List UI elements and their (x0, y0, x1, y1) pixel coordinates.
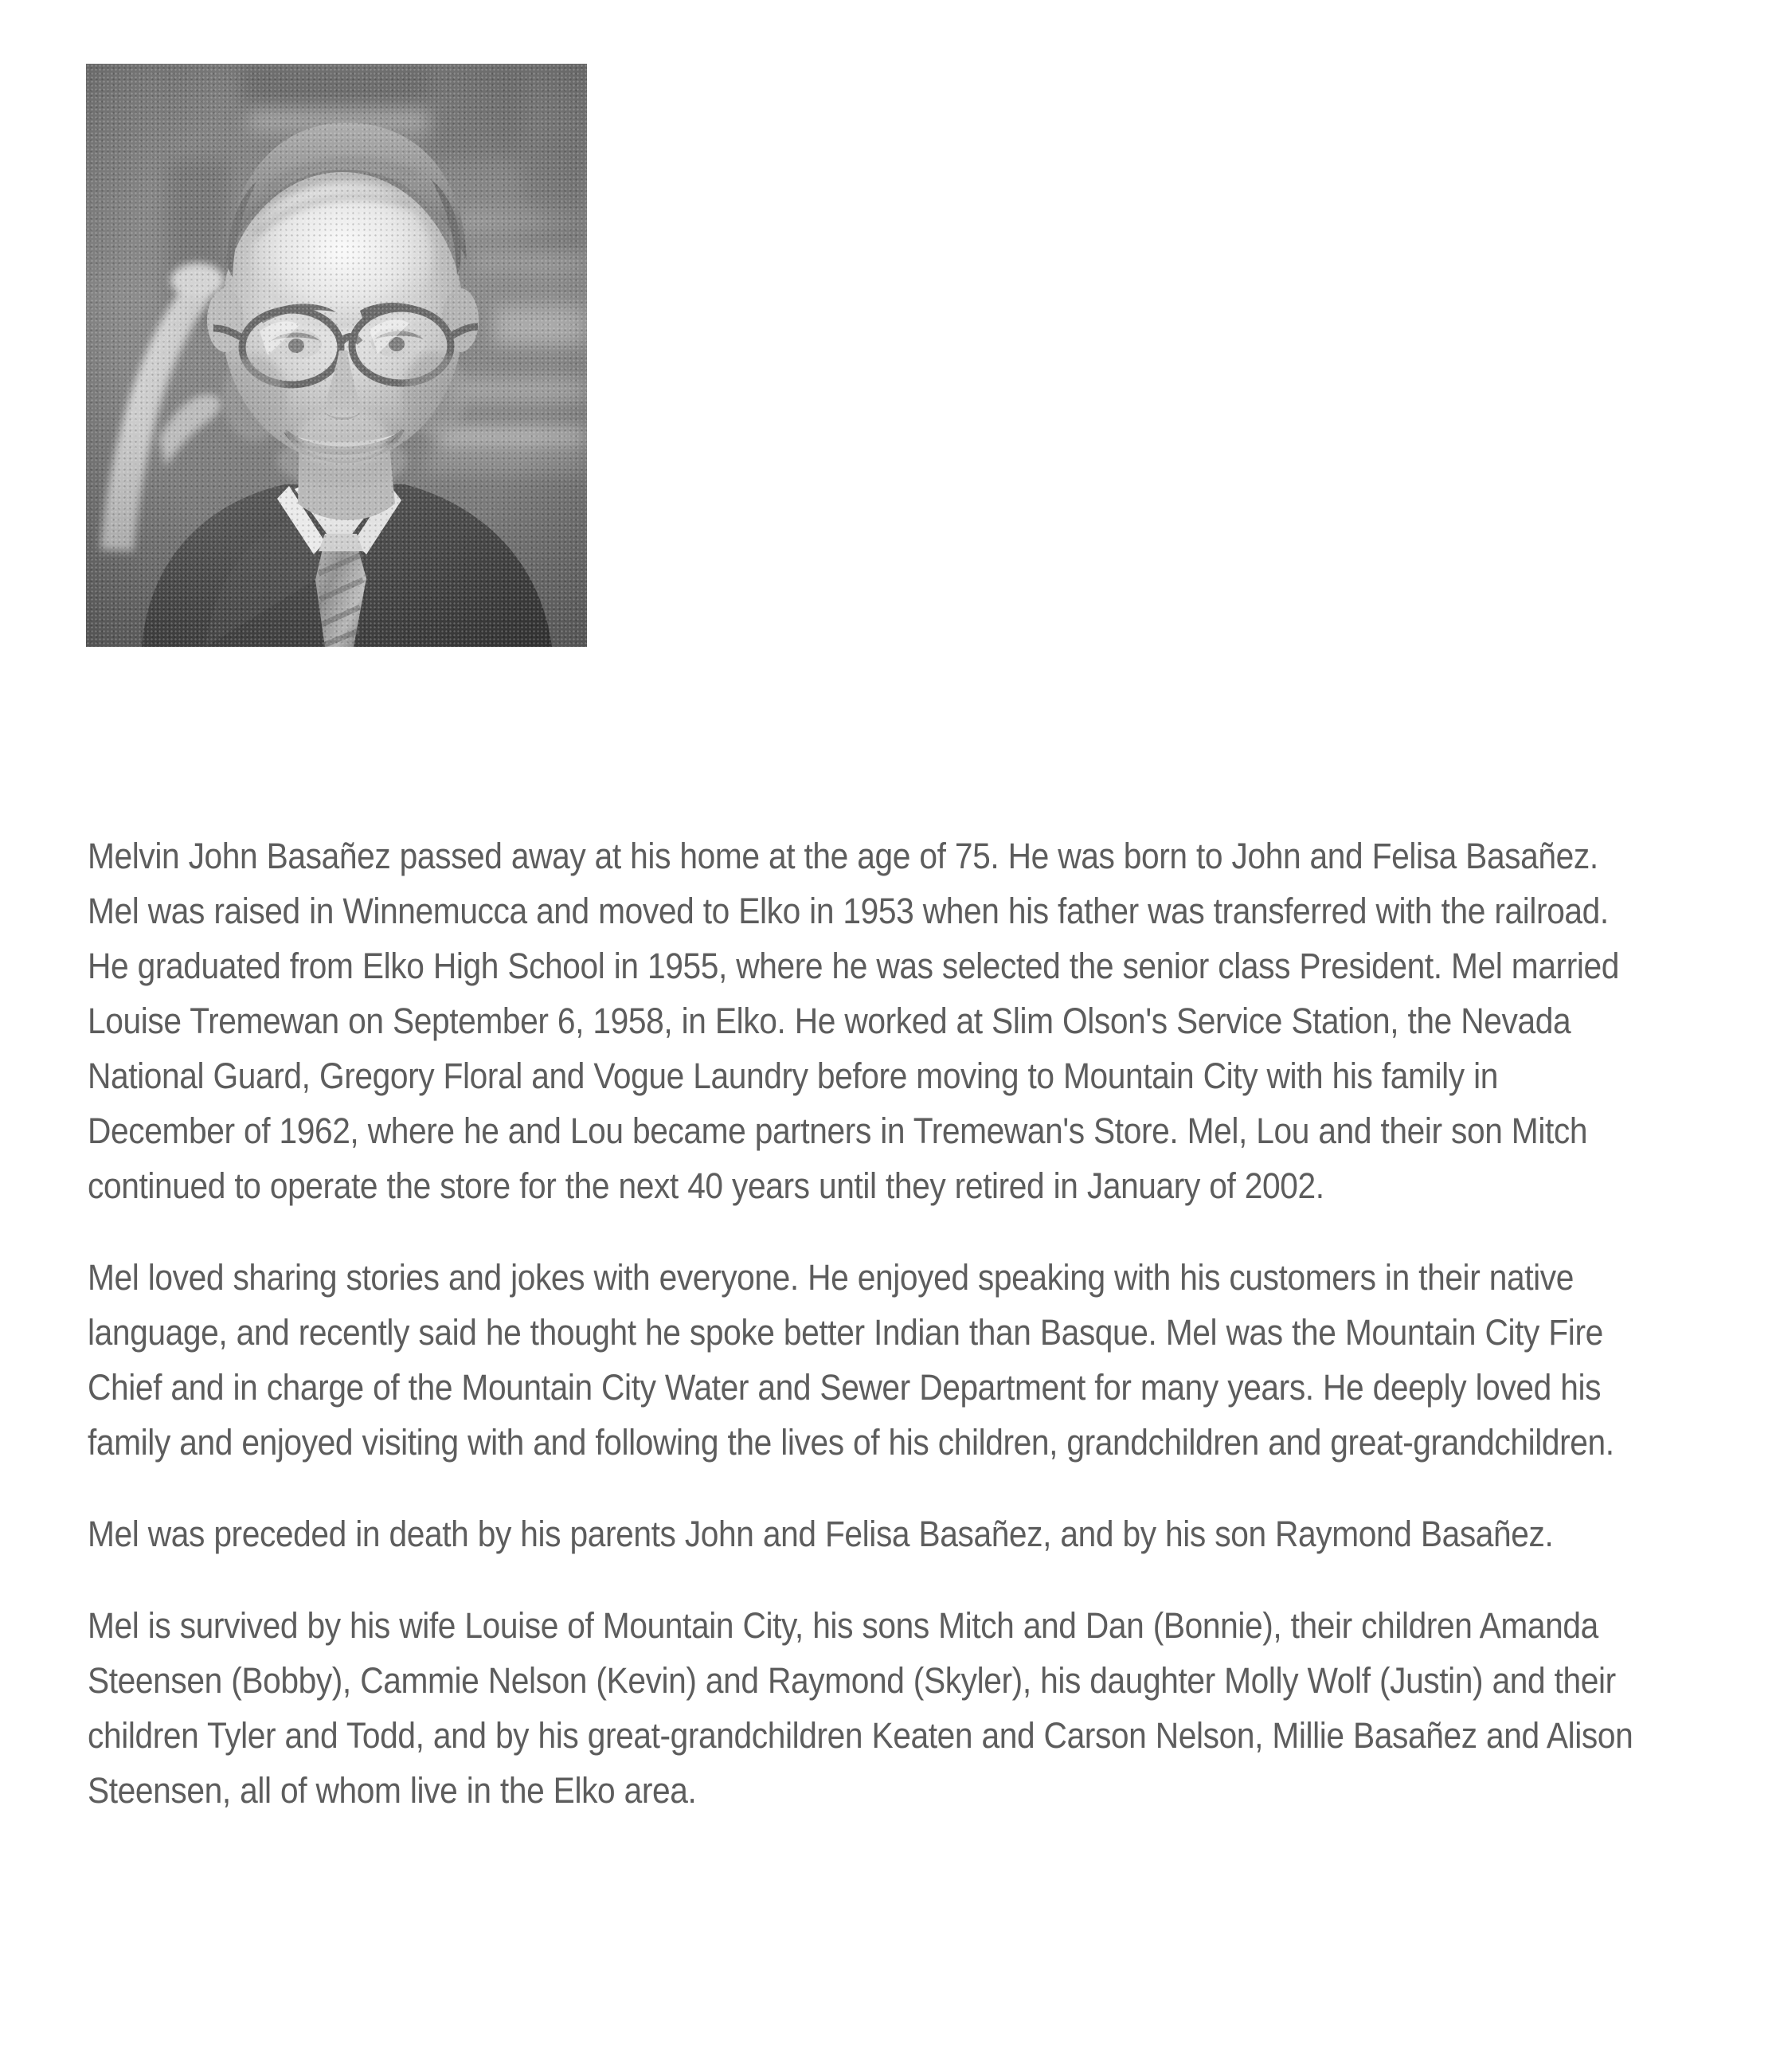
obituary-paragraph-1: Melvin John Basañez passed away at his home at the age of 75. He was born to John and Felisa Basañez. Mel was raised in Winnemucca and moved to Elko in 1953 when his father was transferred with the railroad. He graduated from Elko High School in 1955, where he was selected the senior class President. Mel married Louise Tremewan on September 6, 1958, in Elko. He worked at Slim Olson's Service Station, the Nevada National Guard, Gregory Floral and Vogue Laundry before moving to Mountain City with his family in December of 1962, where he and Lou became partners in Tremewan's Store. Mel, Lou and their son Mitch continued to operate the store for the next 40 years until they retired in January of 2002. (88, 836, 1619, 1206)
obituary-paragraph-3: Mel was preceded in death by his parents John and Felisa Basañez, and by his son Raymond Basañez. (88, 1514, 1554, 1554)
portrait-photo (86, 64, 587, 647)
obituary-text-body (88, 828, 1641, 1818)
obituary-paragraph-2: Mel loved sharing stories and jokes with everyone. He enjoyed speaking with his customers in their native language, and recently said he thought he spoke better Indian than Basque. Mel was the Mountain City Fire Chief and in charge of the Mountain City Water and Sewer Department for many years. He deeply loved his family and enjoyed visiting with and following the lives of his children, grandchildren and great-grandchildren. (88, 1257, 1614, 1463)
obituary-paragraph-4: Mel is survived by his wife Louise of Mountain City, his sons Mitch and Dan (Bonnie), their children Amanda Steensen (Bobby), Cammie Nelson (Kevin) and Raymond (Skyler), his daughter Molly Wolf (Justin) and their children Tyler and Todd, and by his great-grandchildren Keaten and Carson Nelson, Millie Basañez and Alison Steensen, all of whom live in the Elko area. (88, 1605, 1633, 1811)
portrait-photo-image (86, 64, 587, 647)
